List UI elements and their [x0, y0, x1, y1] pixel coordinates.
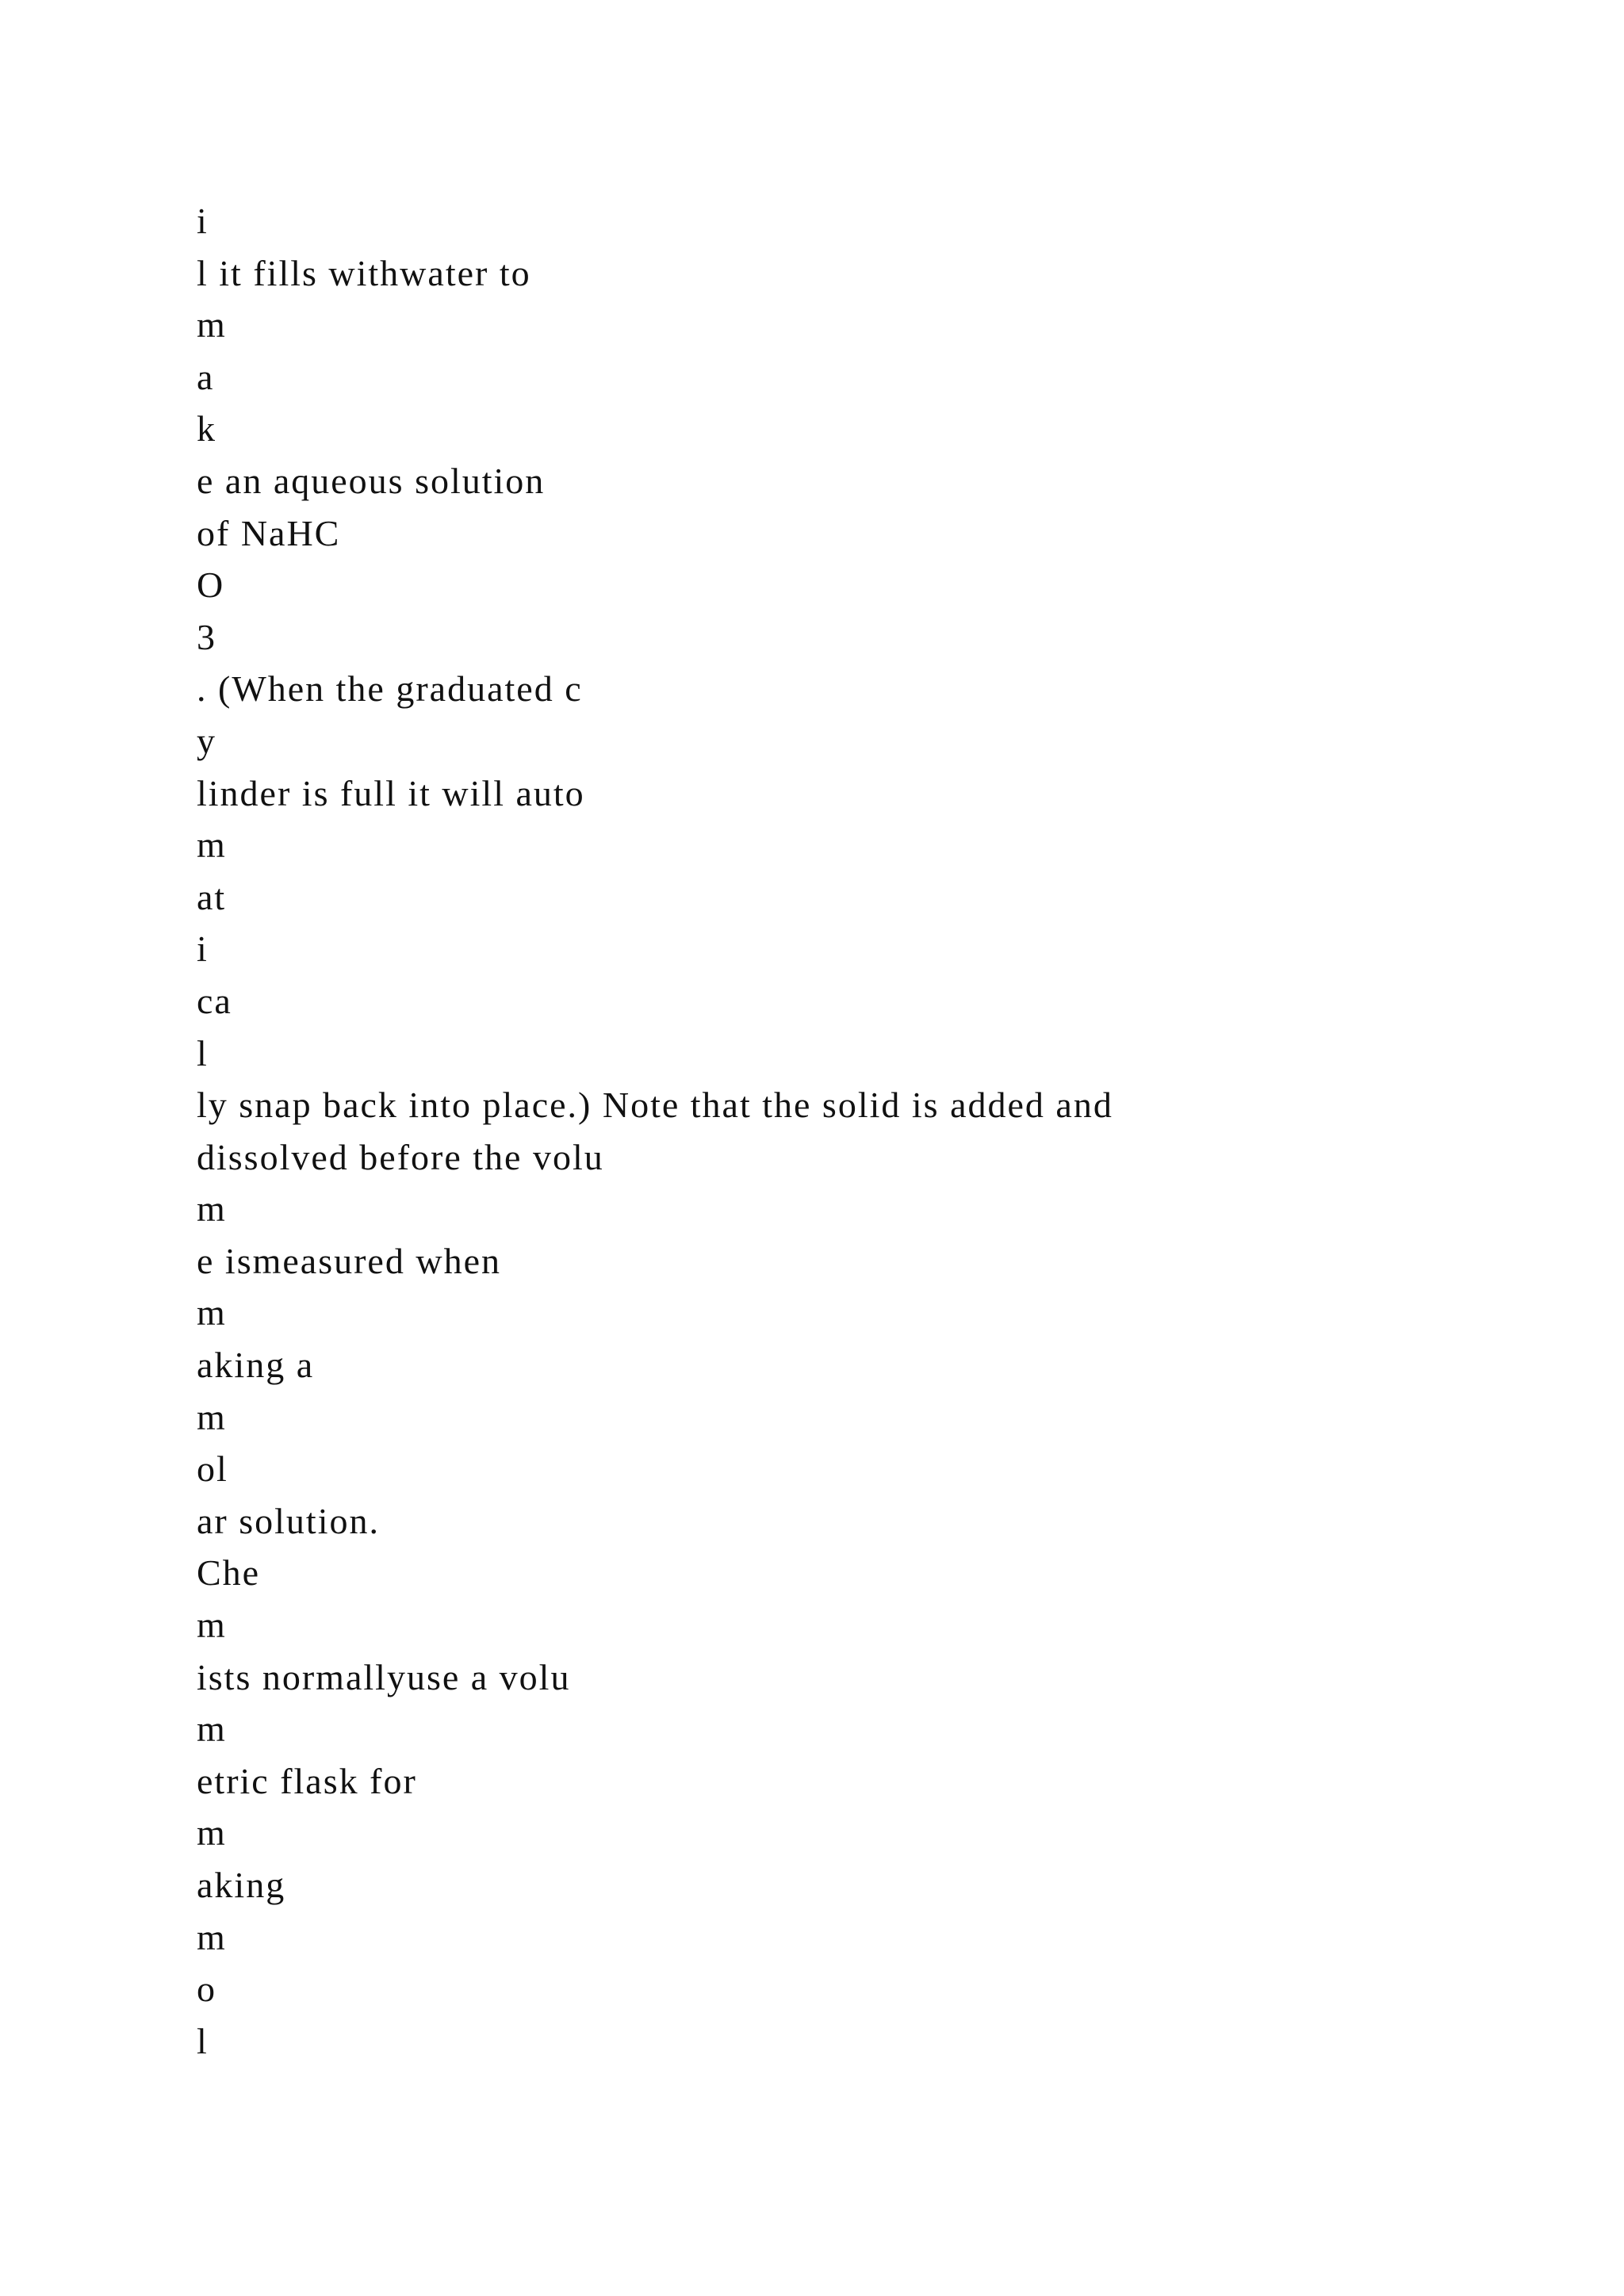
text-line: ca: [197, 980, 232, 1021]
text-line: l: [197, 2020, 209, 2061]
text-line: e ismeasured when: [197, 1240, 501, 1281]
text-line: aking a: [197, 1345, 315, 1386]
text-line: ar solution.: [197, 1500, 380, 1541]
text-line: l: [197, 1032, 209, 1073]
text-line: m: [197, 1396, 227, 1437]
text-line: m: [197, 304, 227, 346]
text-line: m: [197, 825, 227, 866]
text-line: i: [197, 928, 209, 970]
text-line: m: [197, 1916, 227, 1957]
text-line: m: [197, 1292, 227, 1334]
text-line: a: [197, 356, 215, 397]
text-line: m: [197, 1605, 227, 1646]
text-line: 3: [197, 616, 216, 657]
text-line: ol: [197, 1448, 228, 1490]
text-line: Che: [197, 1552, 261, 1594]
text-line: m: [197, 1812, 227, 1854]
text-line: of NaHC: [197, 512, 341, 553]
text-line: y: [197, 720, 216, 761]
text-line: dissolved before the volu: [197, 1136, 604, 1177]
text-line: o: [197, 1969, 216, 2010]
text-line: ly snap back into place.) Note that the solid is added and: [197, 1085, 1113, 1126]
body-text: [197, 195, 1113, 2067]
text-line: aking: [197, 1865, 286, 1905]
text-line: m: [197, 1188, 227, 1230]
text-line: l it fills withwater to: [197, 252, 531, 293]
text-line: . (When the graduated c: [197, 668, 583, 710]
text-line: O: [197, 564, 225, 606]
text-line: linder is full it will auto: [197, 772, 585, 813]
text-line: i: [197, 201, 209, 241]
text-line: k: [197, 408, 216, 450]
text-line: e an aqueous solution: [197, 460, 546, 501]
text-line: etric flask for: [197, 1760, 417, 1801]
text-line: at: [197, 876, 227, 917]
text-line: m: [197, 1709, 227, 1750]
text-line: ists normallyuse a volu: [197, 1656, 571, 1697]
